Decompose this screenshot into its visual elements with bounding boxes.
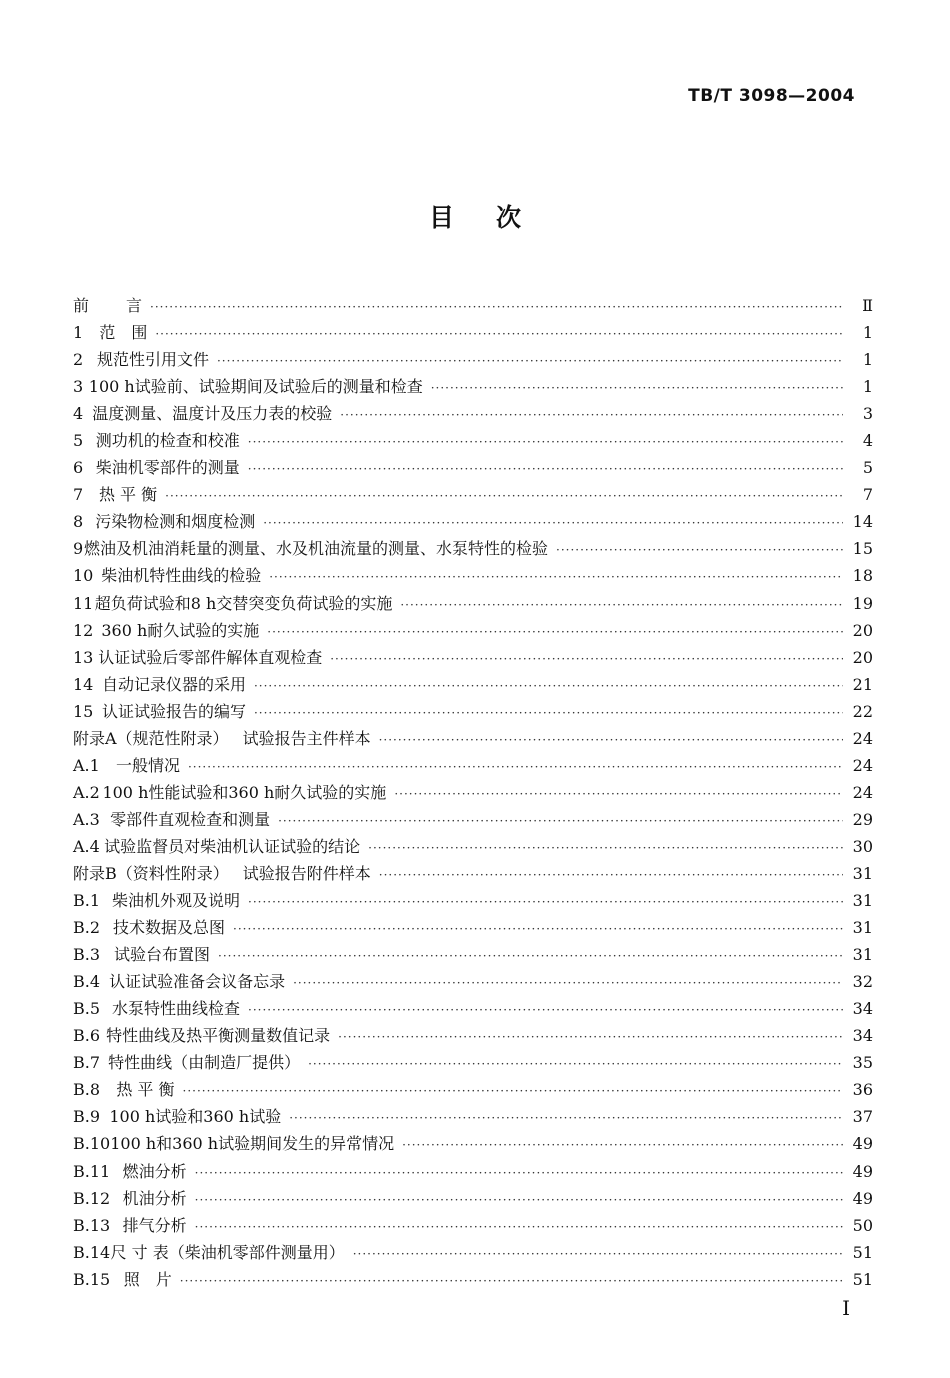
dot-leader <box>400 592 843 619</box>
toc-entry-number: 3 <box>73 377 84 397</box>
toc-entry-label: 言 <box>126 296 143 315</box>
toc-entry-label: 尺 寸 表（柴油机零部件测量用） <box>110 1242 345 1262</box>
toc-entry-page: 21 <box>852 674 873 694</box>
toc-entry-number: B.5 <box>73 999 101 1019</box>
toc-entry[interactable] <box>73 617 873 644</box>
toc-entry-page: 50 <box>852 1215 873 1235</box>
toc-entry-page: 35 <box>852 1053 873 1073</box>
toc-entry-label: 100 h试验前、试验期间及试验后的测量和检查 <box>88 377 423 397</box>
toc-entry-label: 100 h试验和360 h试验 <box>109 1107 282 1127</box>
dot-leader <box>330 646 843 673</box>
toc-entry-label: 认证试验后零部件解体直观检查 <box>98 647 323 667</box>
toc-entry[interactable] <box>73 590 873 617</box>
toc-entry-number: B.4 <box>73 972 101 992</box>
toc-entry-page: 34 <box>852 1026 873 1046</box>
toc-entry-number: 13 <box>73 647 94 667</box>
toc-entry-page: 1 <box>862 377 873 397</box>
toc-entry-number: 前 <box>73 296 90 315</box>
toc-entry-number: 14 <box>73 674 94 694</box>
toc-entry-number: 1 <box>73 323 84 343</box>
toc-entry-page: 36 <box>852 1080 873 1100</box>
toc-entry-label: 柴油机零部件的测量 <box>95 458 240 478</box>
toc-entry[interactable] <box>73 346 873 373</box>
dot-leader <box>248 889 843 916</box>
toc-entry-label: 试验监督员对柴油机认证试验的结论 <box>104 836 361 856</box>
toc-entry-page: 20 <box>852 647 873 667</box>
toc-entry-number: 8 <box>73 512 84 532</box>
dot-leader <box>340 402 843 429</box>
toc-entry-label: 排气分析 <box>122 1215 187 1235</box>
toc-entry-page: 30 <box>852 836 873 856</box>
toc-entry-number: 4 <box>73 404 84 424</box>
dot-leader <box>195 1214 843 1241</box>
toc-entry-label: 燃油分析 <box>122 1161 187 1181</box>
dot-leader <box>233 916 843 943</box>
dot-leader <box>188 754 843 781</box>
dot-leader <box>293 970 843 997</box>
page-number: Ⅰ <box>842 1296 850 1320</box>
toc-entry[interactable] <box>73 698 873 725</box>
dot-leader <box>379 862 843 889</box>
toc-entry-number: 6 <box>73 458 84 478</box>
toc-entry-number: 9 <box>73 539 84 559</box>
dot-leader <box>183 1078 843 1105</box>
toc-entry-number: B.12 <box>73 1188 111 1208</box>
toc-entry[interactable] <box>73 725 873 752</box>
toc-entry-page: 51 <box>852 1242 873 1262</box>
toc-entry-label: 热 平 衡 <box>116 1080 175 1100</box>
toc-entry[interactable] <box>73 562 873 589</box>
toc-entry-page: 32 <box>852 972 873 992</box>
toc-entry-page: 24 <box>852 728 873 748</box>
toc-entry[interactable] <box>73 779 873 806</box>
dot-leader <box>248 997 843 1024</box>
toc-entry[interactable] <box>73 833 873 860</box>
dot-leader <box>278 808 843 835</box>
toc-entry-page: 31 <box>852 863 873 883</box>
toc-entry-page: 29 <box>852 809 873 829</box>
dot-leader <box>556 537 843 564</box>
toc-entry-page: 5 <box>862 458 873 478</box>
dot-leader <box>165 483 843 510</box>
toc-entry[interactable] <box>73 1022 873 1049</box>
toc-entry-label: 零部件直观检查和测量 <box>110 809 271 829</box>
toc-entry-page: 31 <box>852 891 873 911</box>
toc-entry-number: A.1 <box>73 755 100 775</box>
toc-entry[interactable] <box>73 1049 873 1076</box>
toc-entry[interactable] <box>73 1076 873 1103</box>
dot-leader <box>254 673 843 700</box>
toc-entry-number: 2 <box>73 350 84 370</box>
toc-entry[interactable] <box>73 1158 873 1185</box>
toc-entry-label: 范 围 <box>99 323 148 343</box>
toc-entry-page: 31 <box>852 918 873 938</box>
toc-entry-label: 测功机的检查和校准 <box>95 431 240 451</box>
toc-entry[interactable] <box>73 427 873 454</box>
toc-entry-label: 温度测量、温度计及压力表的校验 <box>92 404 333 424</box>
toc-entry[interactable] <box>73 968 873 995</box>
toc-entry[interactable] <box>73 806 873 833</box>
toc-entry-page: 14 <box>852 512 873 532</box>
toc-entry[interactable] <box>73 860 873 887</box>
toc-entry-label: 100 h性能试验和360 h耐久试验的实施 <box>102 782 387 802</box>
toc-entry[interactable] <box>73 995 873 1022</box>
dot-leader <box>308 1051 843 1078</box>
dot-leader <box>269 564 843 591</box>
toc-entry-number: B.14 <box>73 1242 111 1262</box>
toc-entry[interactable] <box>73 508 873 535</box>
toc-entry-label: 照 片 <box>123 1269 172 1289</box>
toc-entry-number: B.9 <box>73 1107 101 1127</box>
toc-entry-label: 污染物检测和烟度检测 <box>95 512 256 532</box>
toc-entry-number: 12 <box>73 620 94 640</box>
dot-leader <box>195 1160 843 1187</box>
toc-entry-label: 试验台布置图 <box>114 945 211 965</box>
toc-entry-label: 认证试验准备会议备忘录 <box>109 972 286 992</box>
toc-entry-page: 49 <box>852 1134 873 1154</box>
toc-entry-label: 自动记录仪器的采用 <box>101 674 246 694</box>
toc-entry[interactable] <box>73 319 873 346</box>
toc-entry-label: 技术数据及总图 <box>113 918 226 938</box>
toc-entry-number: B.3 <box>73 945 101 965</box>
toc-entry-page: 18 <box>852 566 873 586</box>
toc-entry-number: B.6 <box>73 1026 101 1046</box>
dot-leader <box>217 348 843 375</box>
toc-entry-label: 热 平 衡 <box>98 485 158 505</box>
toc-entry-number: B.15 <box>73 1269 111 1289</box>
toc-entry-number: B.2 <box>73 918 101 938</box>
toc-entry-label: 试验报告主件样本 <box>242 728 371 748</box>
dot-leader <box>394 781 843 808</box>
dot-leader <box>368 835 843 862</box>
toc-entry[interactable] <box>73 914 873 941</box>
toc-entry[interactable] <box>73 454 873 481</box>
table-of-contents <box>73 292 873 1293</box>
toc-entry-label: 柴油机外观及说明 <box>112 891 241 911</box>
toc-entry-page: 20 <box>852 620 873 640</box>
toc-entry-page: 19 <box>852 593 873 613</box>
toc-entry[interactable] <box>73 292 873 319</box>
dot-leader <box>353 1241 843 1268</box>
toc-entry-number: 10 <box>73 566 94 586</box>
toc-entry-label: 100 h和360 h试验期间发生的异常情况 <box>110 1134 395 1154</box>
toc-entry-number: B.1 <box>73 891 101 911</box>
toc-entry-number: B.7 <box>73 1053 101 1073</box>
toc-entry-page: 49 <box>852 1161 873 1181</box>
toc-entry-number: B.8 <box>73 1080 101 1100</box>
dot-leader <box>289 1105 843 1132</box>
toc-entry-number: A.4 <box>73 836 100 856</box>
toc-entry-page: 4 <box>862 431 873 451</box>
toc-entry-page: 15 <box>852 539 873 559</box>
dot-leader <box>155 321 843 348</box>
toc-entry-page: 51 <box>852 1269 873 1289</box>
toc-entry[interactable] <box>73 752 873 779</box>
toc-entry-page: 22 <box>852 701 873 721</box>
toc-entry[interactable] <box>73 887 873 914</box>
toc-entry[interactable] <box>73 1239 873 1266</box>
toc-entry-number: 附录B（资料性附录） <box>73 863 229 883</box>
toc-entry-number: A.2 <box>73 782 100 802</box>
toc-entry-label: 试验报告附件样本 <box>242 863 371 883</box>
toc-entry[interactable] <box>73 1130 873 1157</box>
toc-entry[interactable] <box>73 535 873 562</box>
toc-entry[interactable] <box>73 400 873 427</box>
dot-leader <box>218 943 843 970</box>
toc-entry-number: 11 <box>73 593 94 613</box>
toc-entry-page: 1 <box>862 350 873 370</box>
dot-leader <box>180 1268 843 1295</box>
toc-entry[interactable] <box>73 1185 873 1212</box>
toc-entry-label: 360 h耐久试验的实施 <box>101 620 260 640</box>
toc-entry-number: 15 <box>73 701 94 721</box>
toc-entry-label: 燃油及机油消耗量的测量、水及机油流量的测量、水泵特性的检验 <box>83 539 548 559</box>
toc-entry-page: 1 <box>862 323 873 343</box>
toc-entry-label: 机油分析 <box>122 1188 187 1208</box>
dot-leader <box>195 1187 843 1214</box>
dot-leader <box>338 1024 843 1051</box>
toc-entry-number: B.11 <box>73 1161 111 1181</box>
toc-entry-page: 3 <box>862 404 873 424</box>
toc-entry[interactable] <box>73 671 873 698</box>
toc-entry[interactable] <box>73 1212 873 1239</box>
toc-entry-number: B.13 <box>73 1215 111 1235</box>
dot-leader <box>150 294 843 321</box>
dot-leader <box>267 619 843 646</box>
page-title: 目次 <box>428 203 563 232</box>
toc-entry-page: 7 <box>862 485 873 505</box>
toc-entry[interactable] <box>73 373 873 400</box>
toc-entry-number: 附录A（规范性附录） <box>73 728 229 748</box>
toc-entry-page: 49 <box>852 1188 873 1208</box>
toc-entry-number: B.10 <box>73 1134 111 1154</box>
toc-entry[interactable] <box>73 644 873 671</box>
toc-entry[interactable] <box>73 1103 873 1130</box>
toc-entry[interactable] <box>73 1266 873 1293</box>
toc-entry-number: A.3 <box>73 809 100 829</box>
toc-entry-label: 水泵特性曲线检查 <box>112 999 241 1019</box>
toc-entry-number: 5 <box>73 431 84 451</box>
toc-entry-page: 37 <box>852 1107 873 1127</box>
toc-entry-label: 认证试验报告的编写 <box>101 701 246 721</box>
dot-leader <box>402 1132 843 1159</box>
dot-leader <box>431 375 843 402</box>
toc-entry-page: 24 <box>852 782 873 802</box>
toc-entry-page: 31 <box>852 945 873 965</box>
toc-entry-label: 规范性引用文件 <box>96 350 209 370</box>
toc-entry[interactable] <box>73 481 873 508</box>
toc-entry-label: 柴油机特性曲线的检验 <box>101 566 262 586</box>
dot-leader <box>254 700 843 727</box>
dot-leader <box>263 510 843 537</box>
toc-entry[interactable] <box>73 941 873 968</box>
toc-entry-label: 超负荷试验和8 h交替突变负荷试验的实施 <box>94 593 393 613</box>
toc-entry-page: Ⅱ <box>862 296 873 315</box>
toc-entry-label: 特性曲线及热平衡测量数值记录 <box>106 1026 331 1046</box>
toc-entry-page: 34 <box>852 999 873 1019</box>
toc-entry-number: 7 <box>73 485 84 505</box>
toc-entry-label: 一般情况 <box>115 755 180 775</box>
dot-leader <box>379 727 843 754</box>
standard-code: TB/T 3098—2004 <box>688 86 855 106</box>
dot-leader <box>248 456 843 483</box>
toc-entry-page: 24 <box>852 755 873 775</box>
dot-leader <box>248 429 843 456</box>
toc-entry-label: 特性曲线（由制造厂提供） <box>108 1053 301 1073</box>
